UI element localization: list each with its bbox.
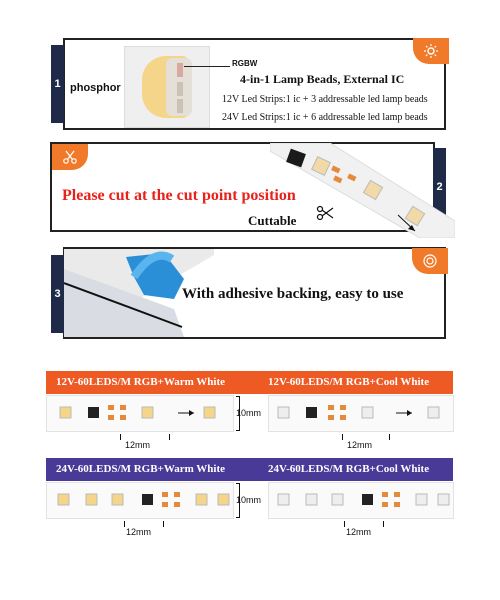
card-number-badge: 2 — [433, 148, 446, 226]
spec-title-12v-warm: 12V-60LEDS/M RGB+Warm White — [56, 376, 226, 388]
sun-icon — [413, 38, 449, 64]
width-label: 10mm — [236, 495, 262, 505]
strip-components-24v-warm — [46, 482, 234, 519]
adhesive-headline: With adhesive backing, easy to use — [182, 286, 404, 302]
led-strip-image — [270, 143, 455, 238]
die-pad — [177, 63, 183, 77]
strip-components-24v-cool — [268, 482, 454, 519]
scissors-icon — [316, 205, 334, 226]
pitch-label: 12mm — [125, 440, 151, 450]
pitch-label: 12mm — [126, 527, 152, 537]
spec-title-12v-cool: 12V-60LEDS/M RGB+Cool White — [268, 376, 430, 388]
card-title: 4-in-1 Lamp Beads, External IC — [240, 72, 405, 86]
pitch-label: 12mm — [346, 527, 372, 537]
spec-line-12v: 12V Led Strips:1 ic + 3 addressable led lamp beads — [222, 94, 428, 105]
pointer-line — [184, 66, 230, 67]
rgbw-label: RGBW — [232, 59, 258, 68]
spec-banner-12v — [46, 371, 453, 394]
strip-components-12v-cool — [268, 395, 454, 432]
width-label: 10mm — [236, 408, 262, 418]
target-icon — [412, 248, 448, 274]
die-pad — [177, 99, 183, 113]
phosphor-label: phosphor — [70, 82, 121, 94]
spec-line-24v: 24V Led Strips:1 ic + 6 addressable led lamp beads — [222, 112, 428, 123]
card-number-badge: 1 — [51, 45, 64, 123]
spec-title-24v-warm: 24V-60LEDS/M RGB+Warm White — [56, 463, 226, 475]
pitch-label: 12mm — [347, 440, 373, 450]
die-pad — [177, 82, 183, 96]
cuttable-label: Cuttable — [248, 213, 297, 228]
spec-title-24v-cool: 24V-60LEDS/M RGB+Cool White — [268, 463, 430, 475]
spec-banner-24v — [46, 458, 453, 481]
strip-components-12v-warm — [46, 395, 234, 432]
cut-point-headline: Please cut at the cut point position — [62, 187, 296, 204]
card-number-badge: 3 — [51, 255, 64, 333]
